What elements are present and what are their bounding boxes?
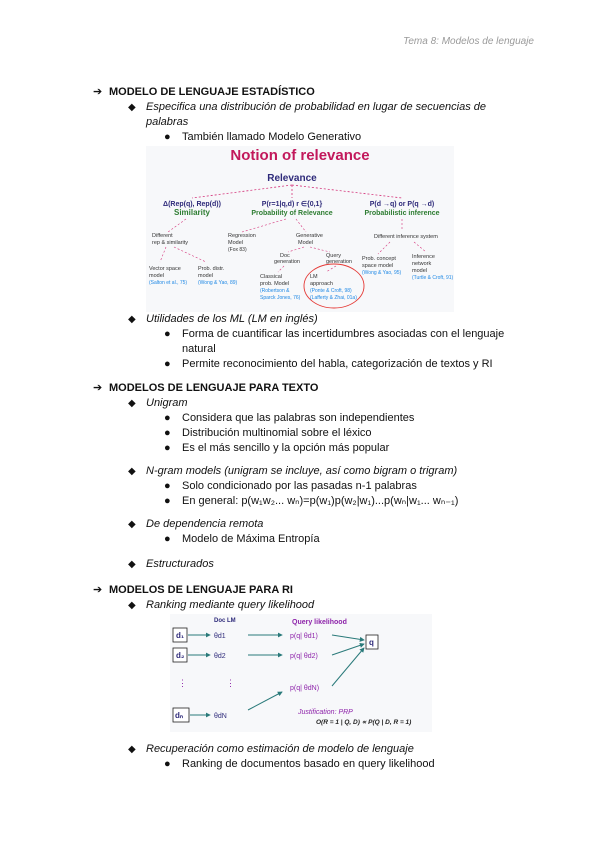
figure-title: Notion of relevance [230, 147, 370, 164]
edge [310, 247, 330, 252]
prob-n: p(q| θdN) [290, 685, 320, 692]
list-item: ● Considera que las palabras son independientes [164, 412, 415, 424]
list-item: ● En general: p(w₁w₂... wₙ)=p(w₁)p(w₂|w₁)...p(wₙ|w₁... wₙ₋₁) [164, 495, 459, 507]
similarity-label: Similarity [173, 208, 211, 217]
classical-ref: (Robertson & [260, 288, 290, 294]
lm-ref-2: (Lafferty & Zhai, 01a) [310, 295, 357, 301]
bullet-icon: ● [164, 533, 171, 545]
prob-concept-ref: (Wong & Yao, 95) [362, 270, 402, 276]
edge [288, 247, 304, 252]
arrow-icon: ➔ [93, 86, 103, 98]
ellipsis-docs: ⋮ [178, 678, 187, 688]
generative-node-2: Model [298, 240, 313, 246]
edge [174, 247, 206, 262]
prob-2: p(q| θd2) [290, 653, 318, 660]
diamond-bullet-icon: ◆ [128, 600, 136, 611]
arrow-icon: ➔ [93, 382, 103, 394]
query-gen-node-2: generation [326, 259, 352, 265]
section-title-lm-ri: ➔ MODELOS DE LENGUAJE PARA RI [93, 584, 293, 596]
bullet-icon: ● [164, 427, 171, 439]
query-gen-node: Query [326, 253, 341, 259]
query-likelihood-diagram [170, 614, 432, 732]
lm-ref: (Ponte & Croft, 98) [310, 288, 352, 294]
arrow [332, 635, 364, 640]
vsm-ref: (Salton et al., 75) [149, 280, 188, 286]
doc-label-2: d₂ [176, 651, 185, 660]
diamond-bullet-icon: ◆ [128, 314, 136, 325]
diamond-bullet-icon: ◆ [128, 519, 136, 530]
infnet-node-2: network [412, 261, 432, 267]
probability-formula: P(r=1|q,d) r ∈{0,1} [261, 201, 323, 208]
vsm-node-2: model [149, 273, 164, 279]
query-label: q [369, 638, 374, 647]
inference-formula: P(d →q) or P(q →d) [369, 201, 435, 208]
list-item: ◆ Estructurados [128, 558, 214, 570]
diamond-bullet-icon: ◆ [128, 559, 136, 570]
bullet-icon: ● [164, 328, 171, 340]
edge [160, 247, 166, 262]
arrow-icon: ➔ [93, 584, 103, 596]
edge [326, 266, 336, 272]
theta-2: θd2 [214, 653, 226, 660]
list-item: ◆ Ranking mediante query likelihood [128, 599, 315, 611]
root-node: Relevance [267, 173, 317, 184]
doc-label-n: dₙ [175, 711, 184, 720]
doc-lm-label: Doc LM [214, 618, 236, 624]
edge [278, 266, 284, 272]
regression-node: Regression [228, 233, 256, 239]
classical-node-2: prob. Model [260, 281, 290, 287]
infnet-node: Inference [412, 254, 435, 260]
list-item: ● Es el más sencillo y la opción más popular [164, 442, 390, 454]
probability-label: Probability of Relevance [251, 210, 333, 217]
edge [168, 219, 186, 232]
list-item: ● Forma de cuantificar las incertidumbres asociadas con el lenguaje natural [164, 328, 505, 355]
diamond-bullet-icon: ◆ [128, 466, 136, 477]
diamond-bullet-icon: ◆ [128, 398, 136, 409]
page-header: Tema 8: Modelos de lenguaje [403, 36, 534, 47]
bullet-icon: ● [164, 758, 171, 770]
doc-gen-node: Doc [280, 253, 290, 259]
classical-ref-2: Sparck Jones, 76) [260, 295, 301, 301]
list-item: ● Solo condicionado por las pasadas n-1 palabras [164, 480, 417, 492]
doc-gen-node-2: generation [274, 259, 300, 265]
regression-node-2: Model [228, 240, 243, 246]
diamond-bullet-icon: ◆ [128, 744, 136, 755]
query-likelihood-figure [170, 614, 432, 732]
bullet-icon: ● [164, 412, 171, 424]
infnet-node-3: model [412, 268, 427, 274]
section-title-statistical-lm: ➔ MODELO DE LENGUAJE ESTADÍSTICO [93, 86, 315, 98]
list-item: ◆ Especifica una distribución de probabilidad en lugar de secuencias de palabras [128, 101, 487, 128]
prob-dist-ref: (Wong & Yao, 89) [198, 280, 238, 286]
list-item: ● Modelo de Máxima Entropía [164, 533, 320, 545]
prp-formula: O(R = 1 | Q, D) ∝ P(Q | D, R = 1) [316, 719, 412, 726]
bullet-icon: ● [164, 480, 171, 492]
edge [378, 242, 390, 254]
section-title-lm-text: ➔ MODELOS DE LENGUAJE PARA TEXTO [93, 382, 319, 394]
diff-rep-node: Different [152, 233, 173, 239]
bullet-icon: ● [164, 495, 171, 507]
list-item: ◆ De dependencia remota [128, 518, 264, 530]
query-likelihood-label: Query likelihood [292, 619, 347, 626]
list-item: ● También llamado Modelo Generativo [164, 131, 362, 143]
diff-rep-node-2: rep & similarity [152, 240, 189, 246]
classical-node: Classical [260, 274, 283, 280]
theta-n: θdN [214, 713, 227, 720]
list-item: ● Distribución multinomial sobre el léxico [164, 427, 372, 439]
bullet-icon: ● [164, 358, 171, 370]
inference-label: Probabilistic inference [364, 210, 440, 217]
relevance-taxonomy-diagram [146, 146, 454, 312]
edge [292, 185, 402, 198]
notion-of-relevance-figure [146, 146, 454, 312]
prob-1: p(q| θd1) [290, 633, 318, 640]
arrow [248, 692, 282, 710]
ellipsis-models: ⋮ [226, 678, 235, 688]
generative-node: Generative [296, 233, 323, 239]
lm-node: LM [310, 274, 318, 280]
list-item: ● Permite reconocimiento del habla, categorización de textos y RI [164, 358, 493, 370]
vsm-node: Vector space [149, 266, 181, 272]
edge [414, 242, 426, 252]
edge [242, 219, 286, 232]
list-item: ◆ Unigram [128, 397, 188, 409]
theta-1: θd1 [214, 633, 226, 640]
diamond-bullet-icon: ◆ [128, 102, 136, 113]
similarity-formula: Δ(Rep(q), Rep(d)) [163, 201, 221, 208]
list-item: ● Ranking de documentos basado en query likelihood [164, 758, 435, 770]
prob-dist-node: Prob. distr. [198, 266, 225, 272]
diff-inference-node: Different inference system [374, 234, 438, 240]
list-item: ◆ Recuperación como estimación de modelo de lenguaje [128, 743, 414, 755]
prob-concept-node: Prob. concept [362, 256, 396, 262]
bullet-icon: ● [164, 442, 171, 454]
edge [296, 219, 306, 232]
justification-label: Justification: PRP [298, 709, 353, 716]
doc-label-1: d₁ [176, 631, 185, 640]
list-item: ◆ N-gram models (unigram se incluye, así como bigram o trigram) [128, 465, 458, 477]
infnet-ref: (Turtle & Croft, 91) [412, 275, 454, 281]
lm-node-2: approach [310, 281, 333, 287]
list-item: ◆ Utilidades de los ML (LM en inglés) [128, 313, 318, 325]
edge [192, 185, 292, 198]
prob-concept-node-2: space model [362, 263, 394, 269]
bullet-icon: ● [164, 131, 171, 143]
prob-dist-node-2: model [198, 273, 213, 279]
regression-node-3: (Fox 83) [228, 247, 247, 253]
